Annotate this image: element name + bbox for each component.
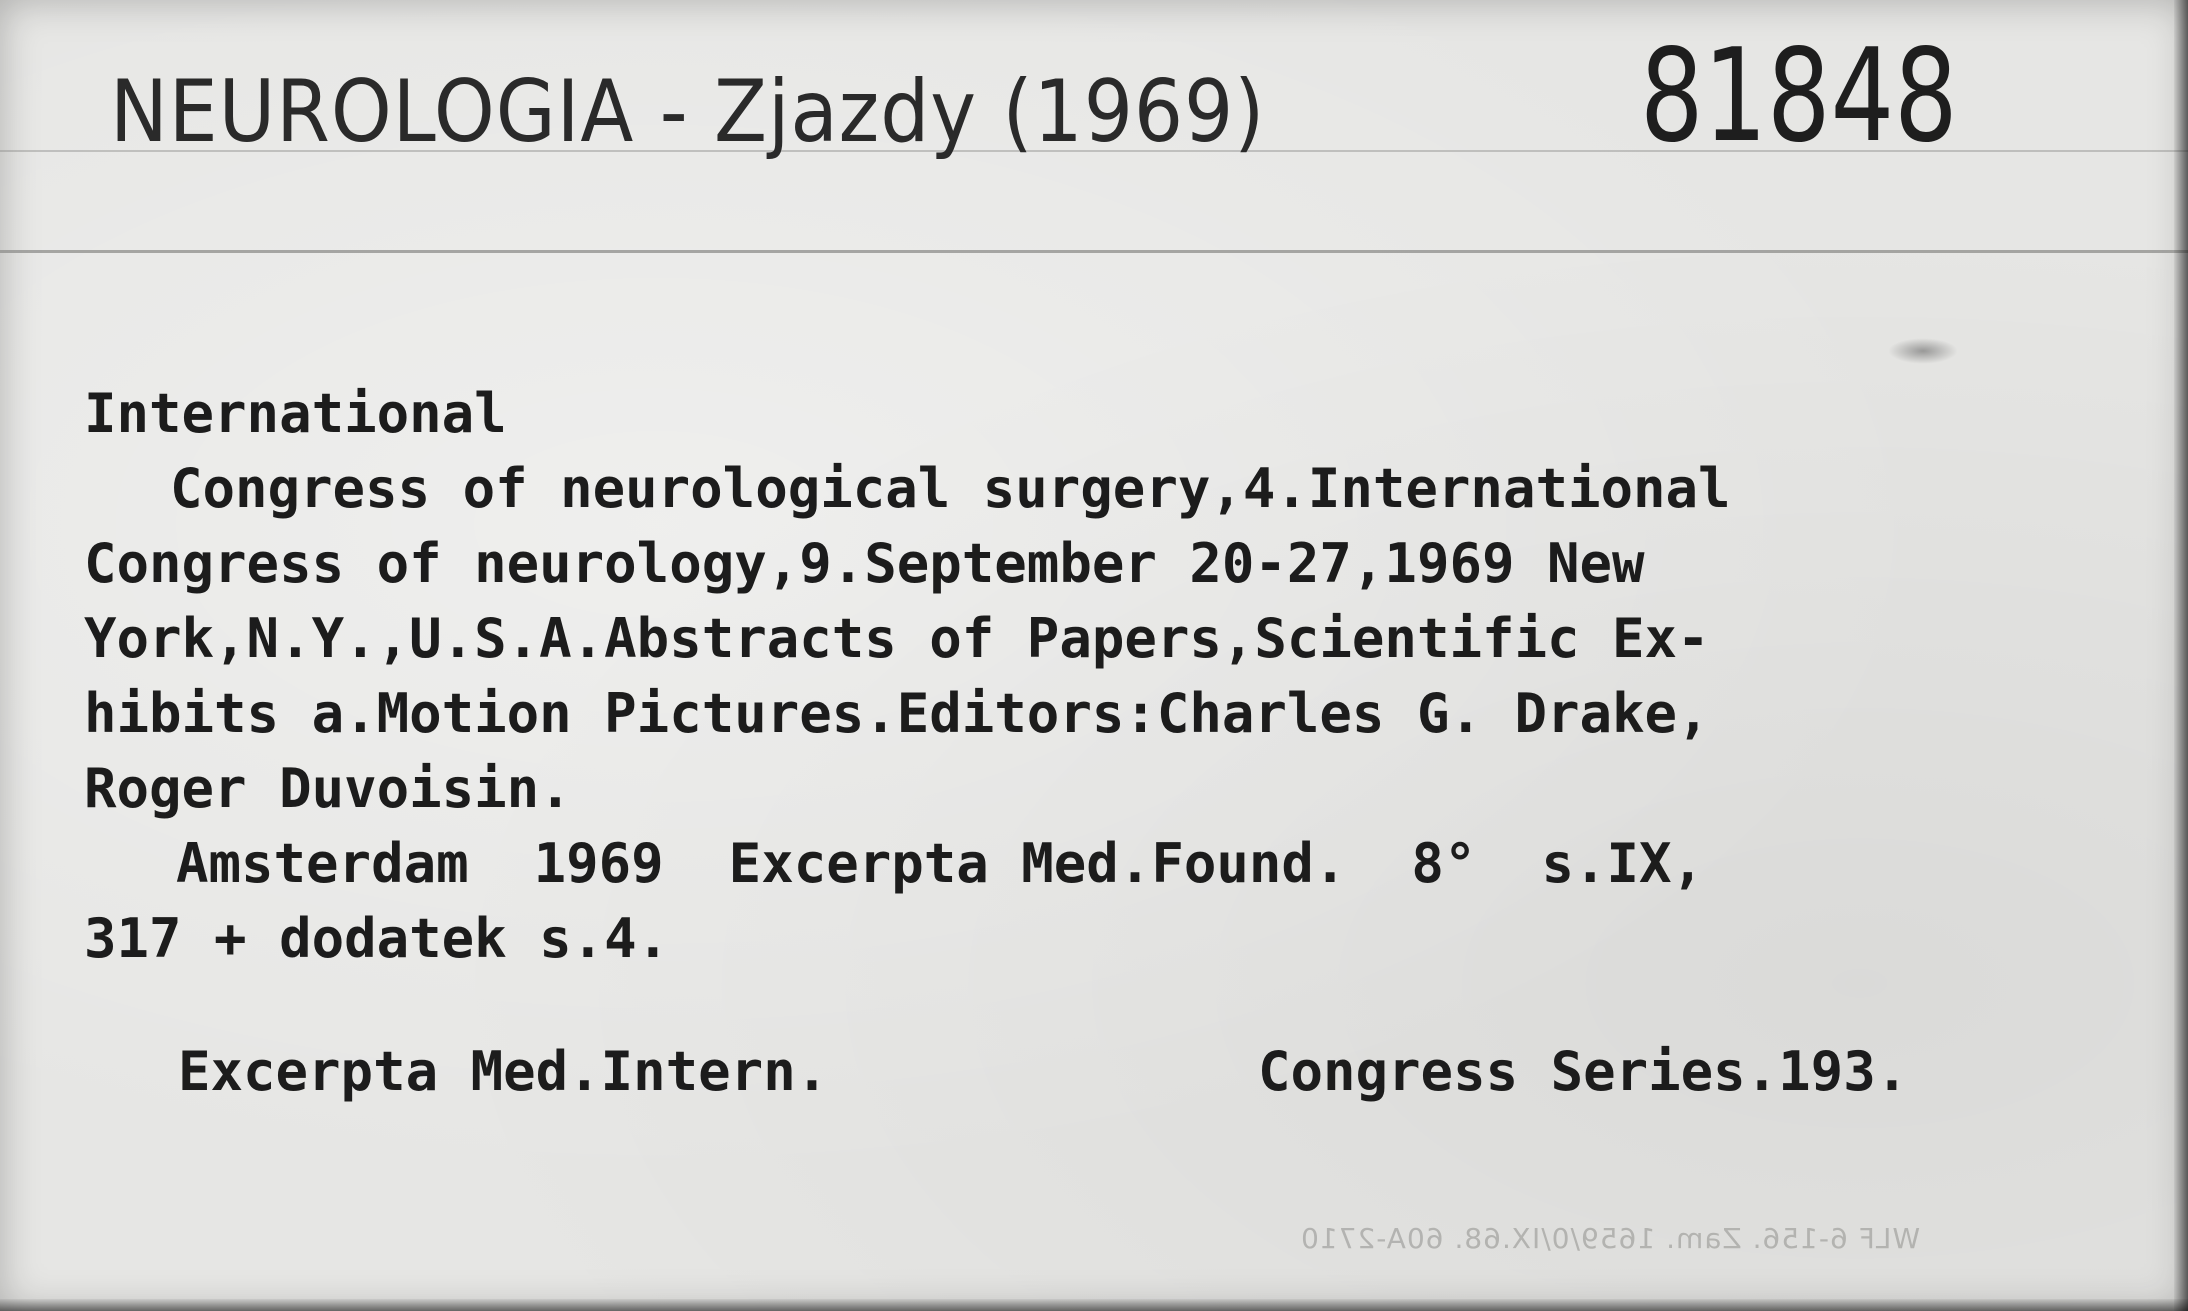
card-body	[84, 376, 2164, 976]
body-line: International	[84, 382, 507, 445]
body-line: York,N.Y.,U.S.A.Abstracts of Papers,Scientific Ex-	[84, 607, 1710, 670]
body-line: Congress of neurological surgery,4.International	[170, 457, 1731, 520]
series-name: Congress Series.193.	[1258, 1040, 1909, 1103]
extent-line: 317 + dodatek s.4.	[84, 907, 670, 970]
body-line: Congress of neurology,9.September 20-27,1969 New	[84, 532, 1645, 595]
heading-ruled-line	[0, 250, 2188, 253]
imprint-line: Amsterdam 1969 Excerpta Med.Found. 8° s.IX,	[176, 832, 1705, 895]
card-number: 81848	[1640, 22, 1958, 171]
faint-printer-stamp: WLF 6-156. Zam. 1659/0/IX.68. 60A-2710	[1300, 1222, 1921, 1255]
body-line: hibits a.Motion Pictures.Editors:Charles G. Drake,	[84, 682, 1710, 745]
body-line: Roger Duvoisin.	[84, 757, 572, 820]
card-right-edge	[2174, 0, 2188, 1311]
series-note: Excerpta Med.Intern.	[178, 1040, 829, 1103]
subject-heading: NEUROLOGIA - Zjazdy (1969)	[110, 62, 1266, 162]
ink-smudge	[1888, 338, 1958, 364]
card-bottom-edge	[0, 1299, 2188, 1311]
